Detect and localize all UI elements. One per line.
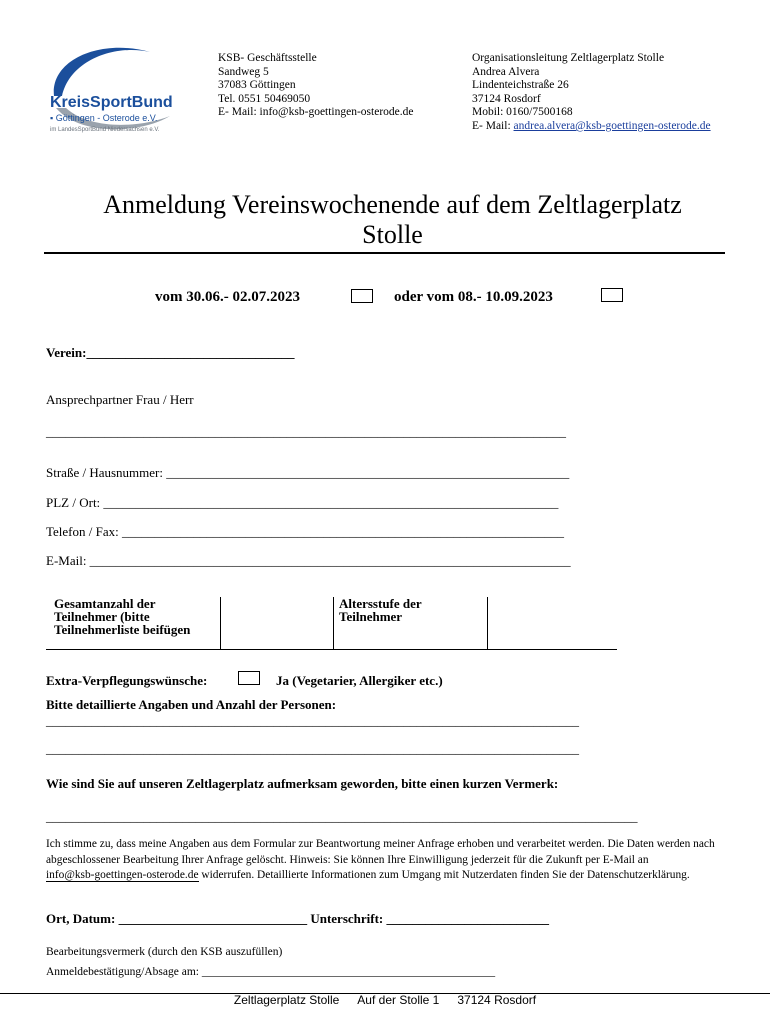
address-right-line: Mobil: 0160/7500168 (472, 106, 573, 119)
page-title-line1: Anmeldung Vereinswochenende auf dem Zeltlagerplatz (103, 190, 682, 219)
address-left-line: E- Mail: info@ksb-goettingen-osterode.de (218, 106, 414, 119)
participants-count-cell[interactable] (221, 597, 331, 649)
participants-count-label: Gesamtanzahl der Teilnehmer (bitte Teilnehmerliste beifügen (54, 596, 191, 637)
telefon-field[interactable]: Telefon / Fax: ____________________________________________________________________ (46, 524, 564, 539)
logo-brand-tag: im LandesSportBund Niedersachsen e.V. (50, 127, 160, 133)
logo-brand-sub-text: Göttingen - Osterode e.V. (55, 113, 158, 123)
unterschrift-label: Unterschrift: (307, 911, 387, 926)
address-left-line: 37083 Göttingen (218, 79, 296, 92)
ksb-logo-swoosh-icon (40, 38, 180, 138)
address-left-line: Tel. 0551 50469050 (218, 92, 311, 105)
address-left (218, 52, 414, 120)
organizer-email-link[interactable]: andrea.alvera@ksb-goettingen-osterode.de (513, 119, 711, 132)
extra-details-line-2[interactable]: __________________________________________________________________________________ (46, 741, 579, 756)
logo-brand-sub: ▪ Göttingen - Osterode e.V. (50, 113, 158, 123)
date-option-1-checkbox[interactable] (351, 289, 373, 303)
logo-brand-main: KreisSportBund (50, 94, 173, 111)
extra-catering-option: Ja (Vegetarier, Allergiker etc.) (276, 673, 443, 688)
consent-part-2: widerrufen. Detaillierte Informationen zum Umgang mit Nutzerdaten finden Sie der Datenschutzerklärung. (198, 869, 690, 881)
verein-field[interactable]: Verein:________________________________ (46, 345, 295, 360)
office-note: Bearbeitungsvermerk (durch den KSB auszufüllen) (46, 946, 283, 958)
ort-datum-field[interactable]: _____________________________ (118, 911, 308, 926)
ansprechpartner-label: Ansprechpartner Frau / Herr (46, 392, 194, 407)
address-right-line: Organisationsleitung Zeltlagerplatz Stolle (472, 52, 665, 64)
table-divider (333, 597, 334, 649)
consent-email-link[interactable]: info@ksb-goettingen-osterode.de (46, 869, 199, 881)
address-right-line: Lindenteichstraße 26 (472, 79, 569, 92)
plz-field[interactable]: PLZ / Ort: ______________________________________________________________________ (46, 495, 559, 510)
referral-answer-line[interactable]: ___________________________________________________________________________________________ (46, 809, 638, 824)
extra-catering-checkbox[interactable] (238, 671, 260, 685)
referral-question: Wie sind Sie auf unseren Zeltlagerplatz aufmerksam geworden, bitte einen kurzen Vermerk: (46, 776, 559, 791)
address-left-line: Sandweg 5 (218, 65, 269, 78)
email-label: E- Mail: (472, 119, 514, 132)
date-option-1-label: vom 30.06.- 02.07.2023 (155, 289, 300, 305)
footer-place: Zeltlagerplatz Stolle (233, 993, 340, 1007)
date-option-2-checkbox[interactable] (601, 288, 623, 302)
address-right-line: 37124 Rosdorf (472, 92, 541, 105)
footer (0, 993, 770, 1007)
consent-text (46, 837, 722, 884)
age-group-label: Altersstufe der Teilnehmer (339, 596, 422, 624)
page-title-line2: Stolle (362, 220, 423, 249)
footer-city: 37124 Rosdorf (457, 993, 537, 1007)
ksb-logo (40, 38, 180, 138)
address-right-email-row (472, 120, 711, 134)
title-rule (44, 252, 725, 254)
address-right (472, 52, 711, 134)
email-field[interactable]: E-Mail: __________________________________________________________________________ (46, 553, 571, 568)
address-left-line: KSB- Geschäftsstelle (218, 52, 317, 64)
ansprechpartner-field[interactable]: ________________________________________________________________________________ (46, 424, 566, 439)
address-right-line: Andrea Alvera (472, 65, 540, 78)
acknowledgement-field[interactable]: Anmeldebestätigung/Absage am: ___________________________________________________ (46, 966, 496, 978)
signature-row (46, 911, 549, 927)
participants-table (46, 597, 617, 650)
ort-datum-label: Ort, Datum: (46, 911, 119, 926)
footer-street: Auf der Stolle 1 (357, 993, 440, 1007)
age-group-cell[interactable] (488, 597, 617, 649)
extra-details-label: Bitte detaillierte Angaben und Anzahl der Personen: (46, 697, 337, 712)
extra-catering-label: Extra-Verpflegungswünsche: (46, 673, 208, 688)
page-title (40, 190, 745, 250)
extra-details-line-1[interactable]: __________________________________________________________________________________ (46, 713, 579, 728)
consent-part-1: Ich stimme zu, dass meine Angaben aus dem Formular zur Beantwortung meiner Anfrage erhoben und verarbeitet werden. Die Daten werden nach abgeschlossener Bearbeitung Ihrer Anfrage gelöscht. Hinweis: Sie können Ihre Einwilligung jederzeit für die Zukunft per E-Mail an (46, 838, 715, 866)
date-option-2-label: oder vom 08.- 10.09.2023 (394, 289, 553, 305)
strasse-field[interactable]: Straße / Hausnummer: ______________________________________________________________ (46, 465, 570, 480)
unterschrift-field[interactable]: _________________________ (386, 911, 549, 926)
